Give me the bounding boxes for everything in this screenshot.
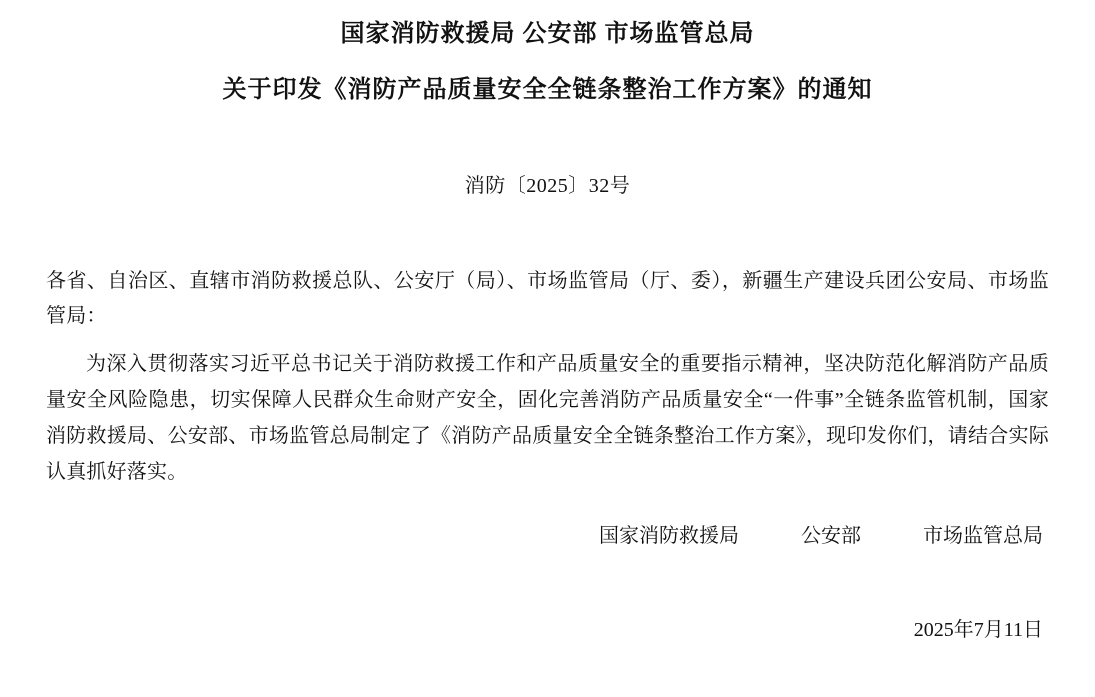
signature-issuer-1: 国家消防救援局 xyxy=(599,525,739,547)
body-paragraph: 为深入贯彻落实习近平总书记关于消防救援工作和产品质量安全的重要指示精神，坚决防范化解消防产品质量安全风险隐患，切实保障人民群众生命财产安全，固化完善消防产品质量安全“一件事”全链条监管机制，国家消防救援局、公安部、市场监管总局制定了《消防产品质量安全全链条整治工作方案》，现印发你们，请结合实际认真抓好落实。 xyxy=(46,353,1049,483)
page-title-issuers: 国家消防救援局 公安部 市场监管总局 xyxy=(340,21,755,47)
signature-issuer-3: 市场监管总局 xyxy=(923,525,1043,547)
document-number: 消防〔2025〕32号 xyxy=(464,175,631,197)
document-title-block xyxy=(46,0,1049,110)
page-title-subject: 关于印发《消防产品质量安全全链条整治工作方案》的通知 xyxy=(222,77,873,103)
recipients-line: 各省、自治区、直辖市消防救援总队、公安厅（局）、市场监管局（厅、委），新疆生产建设兵团公安局、市场监管局： xyxy=(46,270,1049,327)
signature-issuer-2: 公安部 xyxy=(801,525,861,547)
issue-date: 2025年7月11日 xyxy=(913,619,1043,641)
signature-row xyxy=(46,520,1049,552)
